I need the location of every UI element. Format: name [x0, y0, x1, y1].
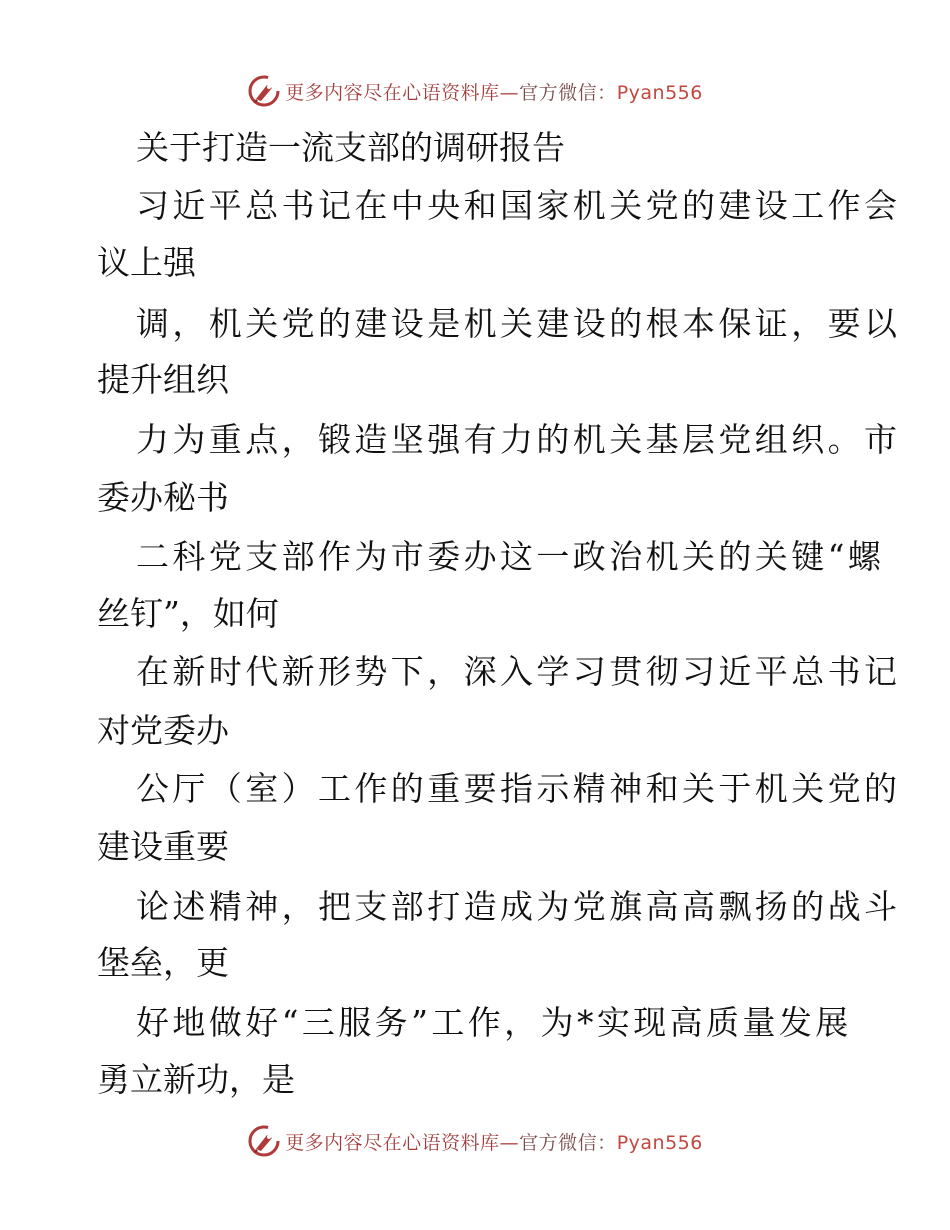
watermark-text — [285, 1128, 703, 1155]
watermark-site-text: 更多内容尽在心语资料库 — [285, 81, 500, 104]
document-line: 建设重要 — [97, 827, 229, 866]
document-line: 委办秘书 — [97, 478, 229, 517]
watermark-separator: — — [499, 1131, 520, 1154]
document-line: 提升组织 — [97, 360, 229, 399]
document-title: 关于打造一流支部的调研报告 — [136, 128, 565, 167]
document-line: 议上强 — [97, 243, 196, 282]
watermark-footer — [0, 1119, 950, 1163]
watermark-separator: — — [499, 81, 520, 104]
watermark-wechat-label: 官方微信： — [519, 81, 617, 104]
document-line: 公厅（室）工作的重要指示精神和关于机关党的 — [136, 769, 901, 808]
document-line: 对党委办 — [97, 711, 229, 750]
watermark-wechat-handle: Pyan556 — [616, 1131, 703, 1154]
document-line: 在新时代新形势下，深入学习贯彻习近平总书记 — [136, 652, 901, 691]
watermark-wechat-label: 官方微信： — [519, 1131, 617, 1154]
document-line: 力为重点，锻造坚强有力的机关基层党组织。市 — [136, 420, 901, 459]
document-line: 好地做好“三服务”工作，为*实现高质量发展 — [136, 1003, 852, 1042]
document-line: 丝钉”，如何 — [97, 594, 279, 633]
document-line: 调，机关党的建设是机关建设的根本保证，要以 — [136, 304, 901, 343]
document-line: 论述精神，把支部打造成为党旗高高飘扬的战斗 — [136, 887, 901, 926]
pen-nib-logo-icon — [247, 1124, 281, 1158]
watermark-site-text: 更多内容尽在心语资料库 — [285, 1131, 500, 1154]
document-line: 堡垒，更 — [97, 943, 229, 982]
watermark-wechat-handle: Pyan556 — [616, 81, 703, 104]
document-line: 二科党支部作为市委办这一政治机关的关键“螺 — [136, 537, 885, 576]
document-line: 习近平总书记在中央和国家机关党的建设工作会 — [136, 186, 901, 225]
document-line: 勇立新功，是 — [97, 1060, 295, 1099]
